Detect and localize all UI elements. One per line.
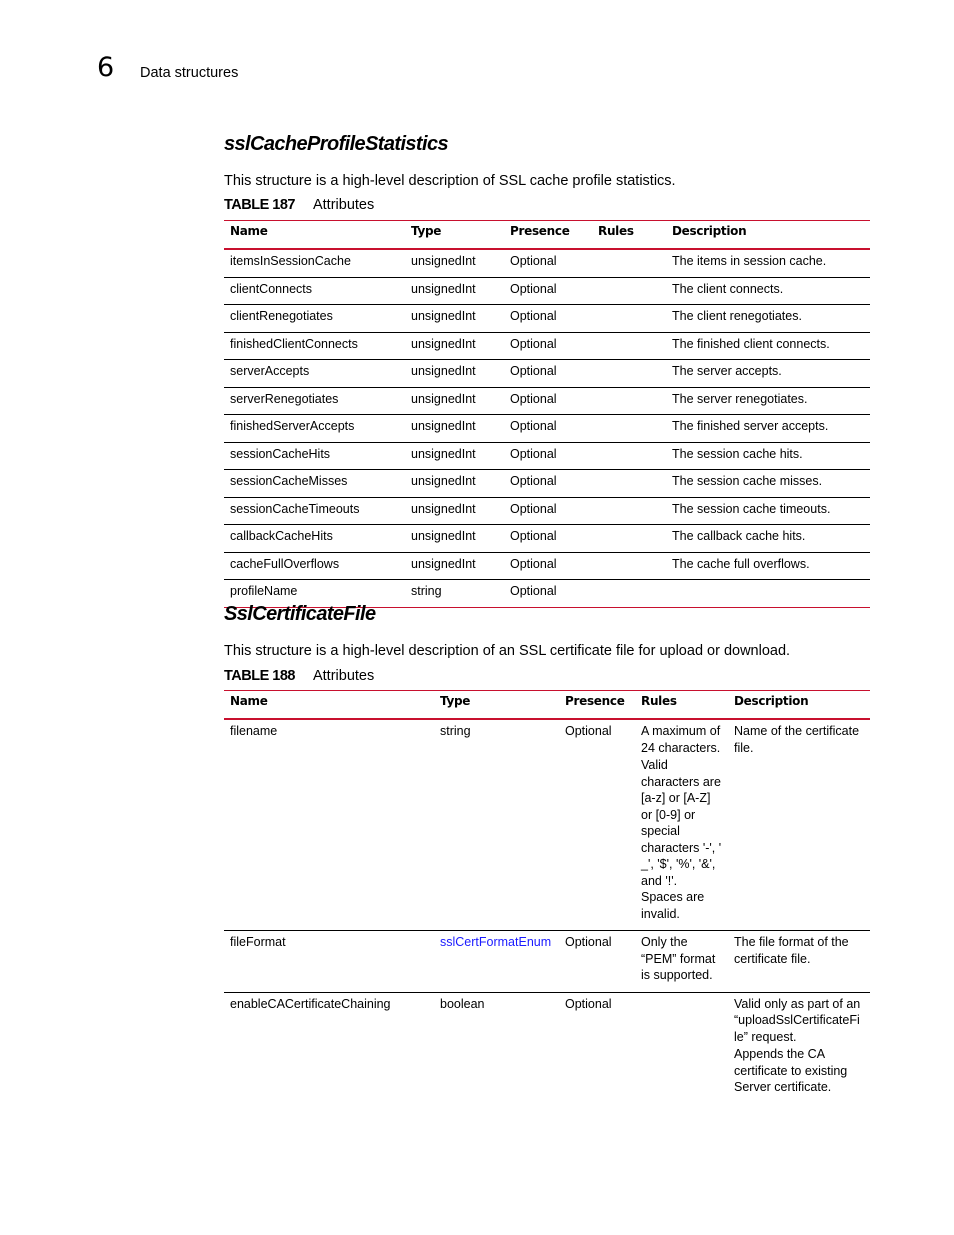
- cell-rules: [592, 442, 666, 470]
- cell-name: finishedClientConnects: [230, 336, 358, 351]
- cell-name: [224, 931, 434, 993]
- cell-presence-text: Optional: [565, 935, 612, 949]
- cell-description: The callback cache hits.: [672, 529, 806, 543]
- section-intro: This structure is a high-level description of SSL cache profile statistics.: [224, 173, 676, 189]
- cell-name: serverAccepts: [230, 364, 310, 378]
- cell-type[interactable]: [434, 931, 559, 993]
- cell-description: [728, 992, 870, 1104]
- table-row: [224, 470, 870, 498]
- cell-type: unsignedInt: [411, 281, 476, 296]
- cell-type: string: [411, 584, 442, 598]
- cell-name: [224, 992, 434, 1104]
- cell-description: [666, 580, 870, 608]
- table-row: [224, 497, 870, 525]
- rules-paragraph: Only the “PEM” format is supported.: [641, 935, 716, 982]
- cell-name: callbackCacheHits: [230, 529, 333, 543]
- cell-rules: [635, 992, 728, 1104]
- table-row: [224, 387, 870, 415]
- cell-presence: Optional: [510, 529, 557, 543]
- cell-type: unsignedInt: [411, 529, 476, 543]
- cell-type: unsignedInt: [411, 501, 476, 516]
- table-row: [224, 992, 870, 1104]
- cell-name: serverRenegotiates: [230, 391, 339, 406]
- section-title-ssl-certificate-file: SslCertificateFile: [224, 603, 376, 625]
- table-caption: [224, 197, 374, 213]
- cell-presence: Optional: [510, 281, 557, 296]
- cell-description: The finished server accepts.: [672, 419, 829, 433]
- column-header-description: Description: [672, 224, 747, 238]
- cell-type: unsignedInt: [411, 556, 476, 571]
- cell-type: unsignedInt: [411, 391, 476, 406]
- cell-rules: [592, 360, 666, 388]
- column-header-rules: Rules: [598, 224, 634, 238]
- cell-presence: Optional: [510, 364, 557, 378]
- cell-name: sessionCacheMisses: [230, 474, 348, 488]
- column-header-type: Type: [440, 694, 471, 708]
- attributes-table-188: [224, 690, 870, 1104]
- cell-presence: Optional: [510, 501, 557, 516]
- cell-type: unsignedInt: [411, 336, 476, 351]
- cell-rules: [592, 580, 666, 608]
- table-header-row: [224, 691, 870, 720]
- cell-type: unsignedInt: [411, 364, 476, 378]
- cell-presence: Optional: [510, 584, 557, 598]
- cell-presence: Optional: [510, 391, 557, 406]
- cell-presence: Optional: [510, 556, 557, 571]
- cell-description: The finished client connects.: [672, 336, 830, 351]
- table-row: [224, 305, 870, 333]
- chapter-number: 6: [97, 52, 115, 83]
- cell-description: The server accepts.: [672, 364, 782, 378]
- table-row: [224, 332, 870, 360]
- attributes-table-187: [224, 220, 870, 608]
- section-title-ssl-cache-profile-statistics: sslCacheProfileStatistics: [224, 133, 448, 155]
- cell-name: sessionCacheHits: [230, 446, 331, 461]
- cell-name: sessionCacheTimeouts: [230, 501, 360, 516]
- cell-presence: Optional: [510, 474, 557, 488]
- cell-name: profileName: [230, 584, 298, 598]
- table-row: [224, 931, 870, 993]
- table-caption-text: Attributes: [312, 668, 375, 684]
- cell-description: The client connects.: [672, 281, 784, 296]
- cell-rules: [635, 931, 728, 993]
- cell-type-text: boolean: [440, 996, 485, 1011]
- column-header-type: Type: [411, 224, 442, 238]
- cell-presence: Optional: [510, 419, 557, 433]
- cell-presence: Optional: [510, 446, 557, 461]
- rules-paragraph: A maximum of 24 characters.: [641, 724, 721, 755]
- table-header-row: [224, 221, 870, 250]
- table-label: TABLE 188: [224, 668, 295, 684]
- table-label: TABLE 187: [224, 197, 295, 213]
- type-link[interactable]: sslCertFormatEnum: [440, 935, 552, 949]
- description-paragraph: The file format of the certificate file.: [734, 935, 849, 966]
- cell-presence: [559, 992, 635, 1104]
- cell-type: [434, 992, 559, 1104]
- cell-presence-text: Optional: [565, 996, 612, 1011]
- cell-description: The session cache hits.: [672, 446, 803, 461]
- cell-type: unsignedInt: [411, 474, 476, 488]
- cell-description: The server renegotiates.: [672, 391, 808, 406]
- cell-name: itemsInSessionCache: [230, 254, 351, 268]
- table-row: [224, 249, 870, 277]
- cell-rules: [592, 249, 666, 277]
- cell-rules: [592, 525, 666, 553]
- cell-description: The client renegotiates.: [672, 309, 802, 323]
- description-paragraph: Valid only as part of an “uploadSslCertificateFi le” request.: [734, 996, 861, 1044]
- column-header-presence: Presence: [510, 224, 570, 238]
- cell-presence: Optional: [510, 336, 557, 351]
- description-paragraph: Appends the CA certificate to existing Server certificate.: [734, 1047, 848, 1094]
- table-row: [224, 277, 870, 305]
- cell-type: unsignedInt: [411, 446, 476, 461]
- cell-description: The session cache misses.: [672, 474, 823, 488]
- cell-presence: [559, 719, 635, 931]
- table-row: [224, 525, 870, 553]
- cell-rules: [592, 552, 666, 580]
- cell-rules: [592, 305, 666, 333]
- column-header-name: Name: [230, 224, 268, 238]
- cell-rules: [592, 497, 666, 525]
- cell-presence: Optional: [510, 309, 557, 323]
- table-row: [224, 552, 870, 580]
- cell-type: unsignedInt: [411, 309, 476, 323]
- cell-description: The cache full overflows.: [672, 556, 810, 571]
- cell-name-text: enableCACertificateChaining: [230, 996, 391, 1011]
- section-intro: This structure is a high-level description of an SSL certificate file for upload or download.: [224, 643, 791, 659]
- column-header-presence: Presence: [565, 694, 625, 708]
- cell-presence: [559, 931, 635, 993]
- cell-rules: [592, 415, 666, 443]
- chapter-title: Data structures: [140, 65, 239, 81]
- cell-name: clientRenegotiates: [230, 309, 333, 323]
- cell-presence: Optional: [510, 254, 557, 268]
- cell-description: The items in session cache.: [672, 254, 827, 268]
- cell-type: unsignedInt: [411, 254, 476, 268]
- cell-description: [728, 719, 870, 931]
- cell-rules: [592, 387, 666, 415]
- cell-name-text: fileFormat: [230, 935, 286, 949]
- cell-rules: [592, 470, 666, 498]
- cell-rules: [592, 332, 666, 360]
- cell-description: [728, 931, 870, 993]
- cell-name-text: filename: [230, 724, 278, 738]
- cell-type: unsignedInt: [411, 419, 476, 433]
- cell-rules: [592, 277, 666, 305]
- cell-type: [434, 719, 559, 931]
- column-header-name: Name: [230, 694, 268, 708]
- cell-name: cacheFullOverflows: [230, 556, 340, 571]
- cell-rules: [635, 719, 728, 931]
- cell-name: [224, 719, 434, 931]
- cell-name: clientConnects: [230, 281, 312, 296]
- cell-description: The session cache timeouts.: [672, 501, 831, 516]
- rules-paragraph: Valid characters are [a-z] or [A-Z] or [0-9] or special characters '-', ' _', '$', '%', '&', and '!'. Spaces are invalid.: [641, 758, 722, 921]
- cell-presence-text: Optional: [565, 724, 612, 738]
- cell-name: finishedServerAccepts: [230, 419, 355, 433]
- table-caption: [224, 668, 374, 684]
- column-header-description: Description: [734, 694, 809, 708]
- table-row: [224, 360, 870, 388]
- column-header-rules: Rules: [641, 694, 677, 708]
- table-row: [224, 719, 870, 931]
- table-row: [224, 415, 870, 443]
- cell-type-text: string: [440, 724, 471, 738]
- table-row: [224, 442, 870, 470]
- description-paragraph: Name of the certificate file.: [734, 724, 860, 755]
- table-caption-text: Attributes: [312, 197, 375, 213]
